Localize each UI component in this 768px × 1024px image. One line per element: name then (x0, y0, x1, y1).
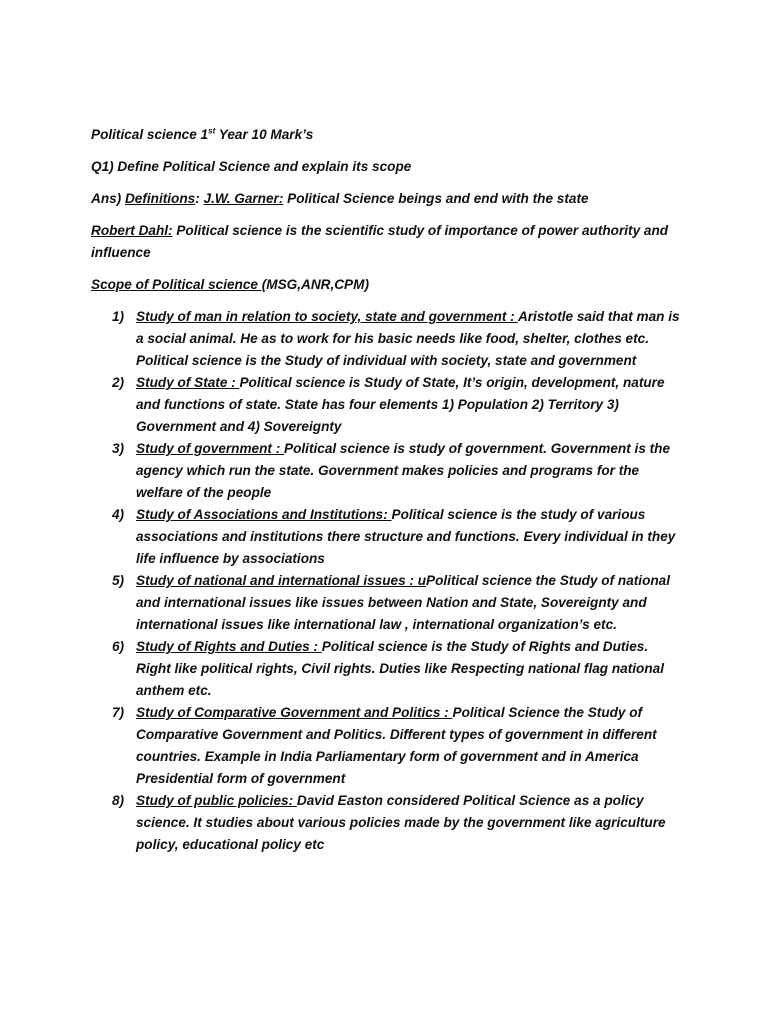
scope-heading-label: Scope of Political science ( (91, 277, 267, 292)
definitions-colon: : (195, 191, 204, 206)
scope-heading (91, 274, 681, 296)
list-item-number: 8) (112, 793, 125, 808)
list-item-text: Political science is the study of various associations and institutions there structure and functions. Every individual in they life influence by associations (136, 507, 676, 566)
list-item-number: 5) (112, 573, 125, 588)
answer-definitions (91, 188, 681, 210)
answer-label: Ans) (91, 191, 125, 206)
list-item-heading: Study of State : (136, 375, 240, 390)
title-prefix: Political science 1 (91, 127, 209, 142)
list-item (91, 636, 681, 702)
list-item-number: 1) (112, 309, 125, 324)
list-item (91, 570, 681, 636)
list-item-heading: Study of Rights and Duties : (136, 639, 322, 654)
list-item-text: Political science is study of government. Government is the agency which run the state. Government makes policies and programs for the welfare of the people (136, 441, 671, 500)
list-item (91, 790, 681, 856)
list-item-number: 6) (112, 639, 125, 654)
definitions-label: Definitions (124, 191, 196, 206)
list-item (91, 372, 681, 438)
document-page (91, 124, 681, 856)
list-item-number: 3) (112, 441, 125, 456)
scope-heading-suffix: MSG,ANR,CPM) (266, 277, 369, 292)
list-item (91, 504, 681, 570)
list-item-heading: Study of government : (136, 441, 285, 456)
list-item (91, 306, 681, 372)
list-item-text: Political science is the Study of Rights and Duties. Right like political rights, Civil rights. Duties like Respecting national flag national anthem etc. (136, 639, 664, 698)
list-item (91, 438, 681, 504)
dahl-definition (91, 220, 681, 264)
list-item-heading: Study of Associations and Institutions: (136, 507, 392, 522)
list-item (91, 702, 681, 790)
title-superscript: st (208, 126, 216, 136)
list-item-heading: Study of man in relation to society, state and government : (136, 309, 518, 324)
list-item-heading: Study of national and international issues : u (136, 573, 427, 588)
question-text: Q1) Define Political Science and explain its scope (91, 159, 412, 174)
list-item-number: 2) (112, 375, 125, 390)
list-item-heading: Study of Comparative Government and Politics : (136, 705, 453, 720)
list-item-text: Political science the Study of national and international issues like issues between Nation and State, Sovereignty and international issues like international law , international organization’s etc. (136, 573, 671, 632)
dahl-text: Political science is the scientific study of importance of power authority and influence (91, 223, 669, 260)
list-item-number: 7) (112, 705, 125, 720)
list-item-text: Aristotle said that man is a social animal. He as to work for his basic needs like food, shelter, clothes etc. Political science is the Study of individual with society, state and government (136, 309, 680, 368)
scope-list (91, 306, 681, 856)
list-item-number: 4) (112, 507, 125, 522)
garner-definition: Political Science beings and end with the state (283, 191, 589, 206)
document-title (91, 124, 681, 146)
list-item-heading: Study of public policies: (136, 793, 297, 808)
garner-label: J.W. Garner: (203, 191, 284, 206)
list-item-text: Political science is Study of State, It’s origin, development, nature and functions of state. State has four elements 1) Population 2) Territory 3) Government and 4) Sovereignty (136, 375, 665, 434)
list-item-text: David Easton considered Political Science as a policy science. It studies about various policies made by the government like agriculture policy, educational policy etc (136, 793, 666, 852)
title-suffix: Year 10 Mark’s (215, 127, 314, 142)
dahl-label: Robert Dahl: (91, 223, 173, 238)
list-item-text: Political Science the Study of Comparative Government and Politics. Different types of government in different countries. Example in India Parliamentary form of government and in America Presidential form of government (136, 705, 657, 786)
